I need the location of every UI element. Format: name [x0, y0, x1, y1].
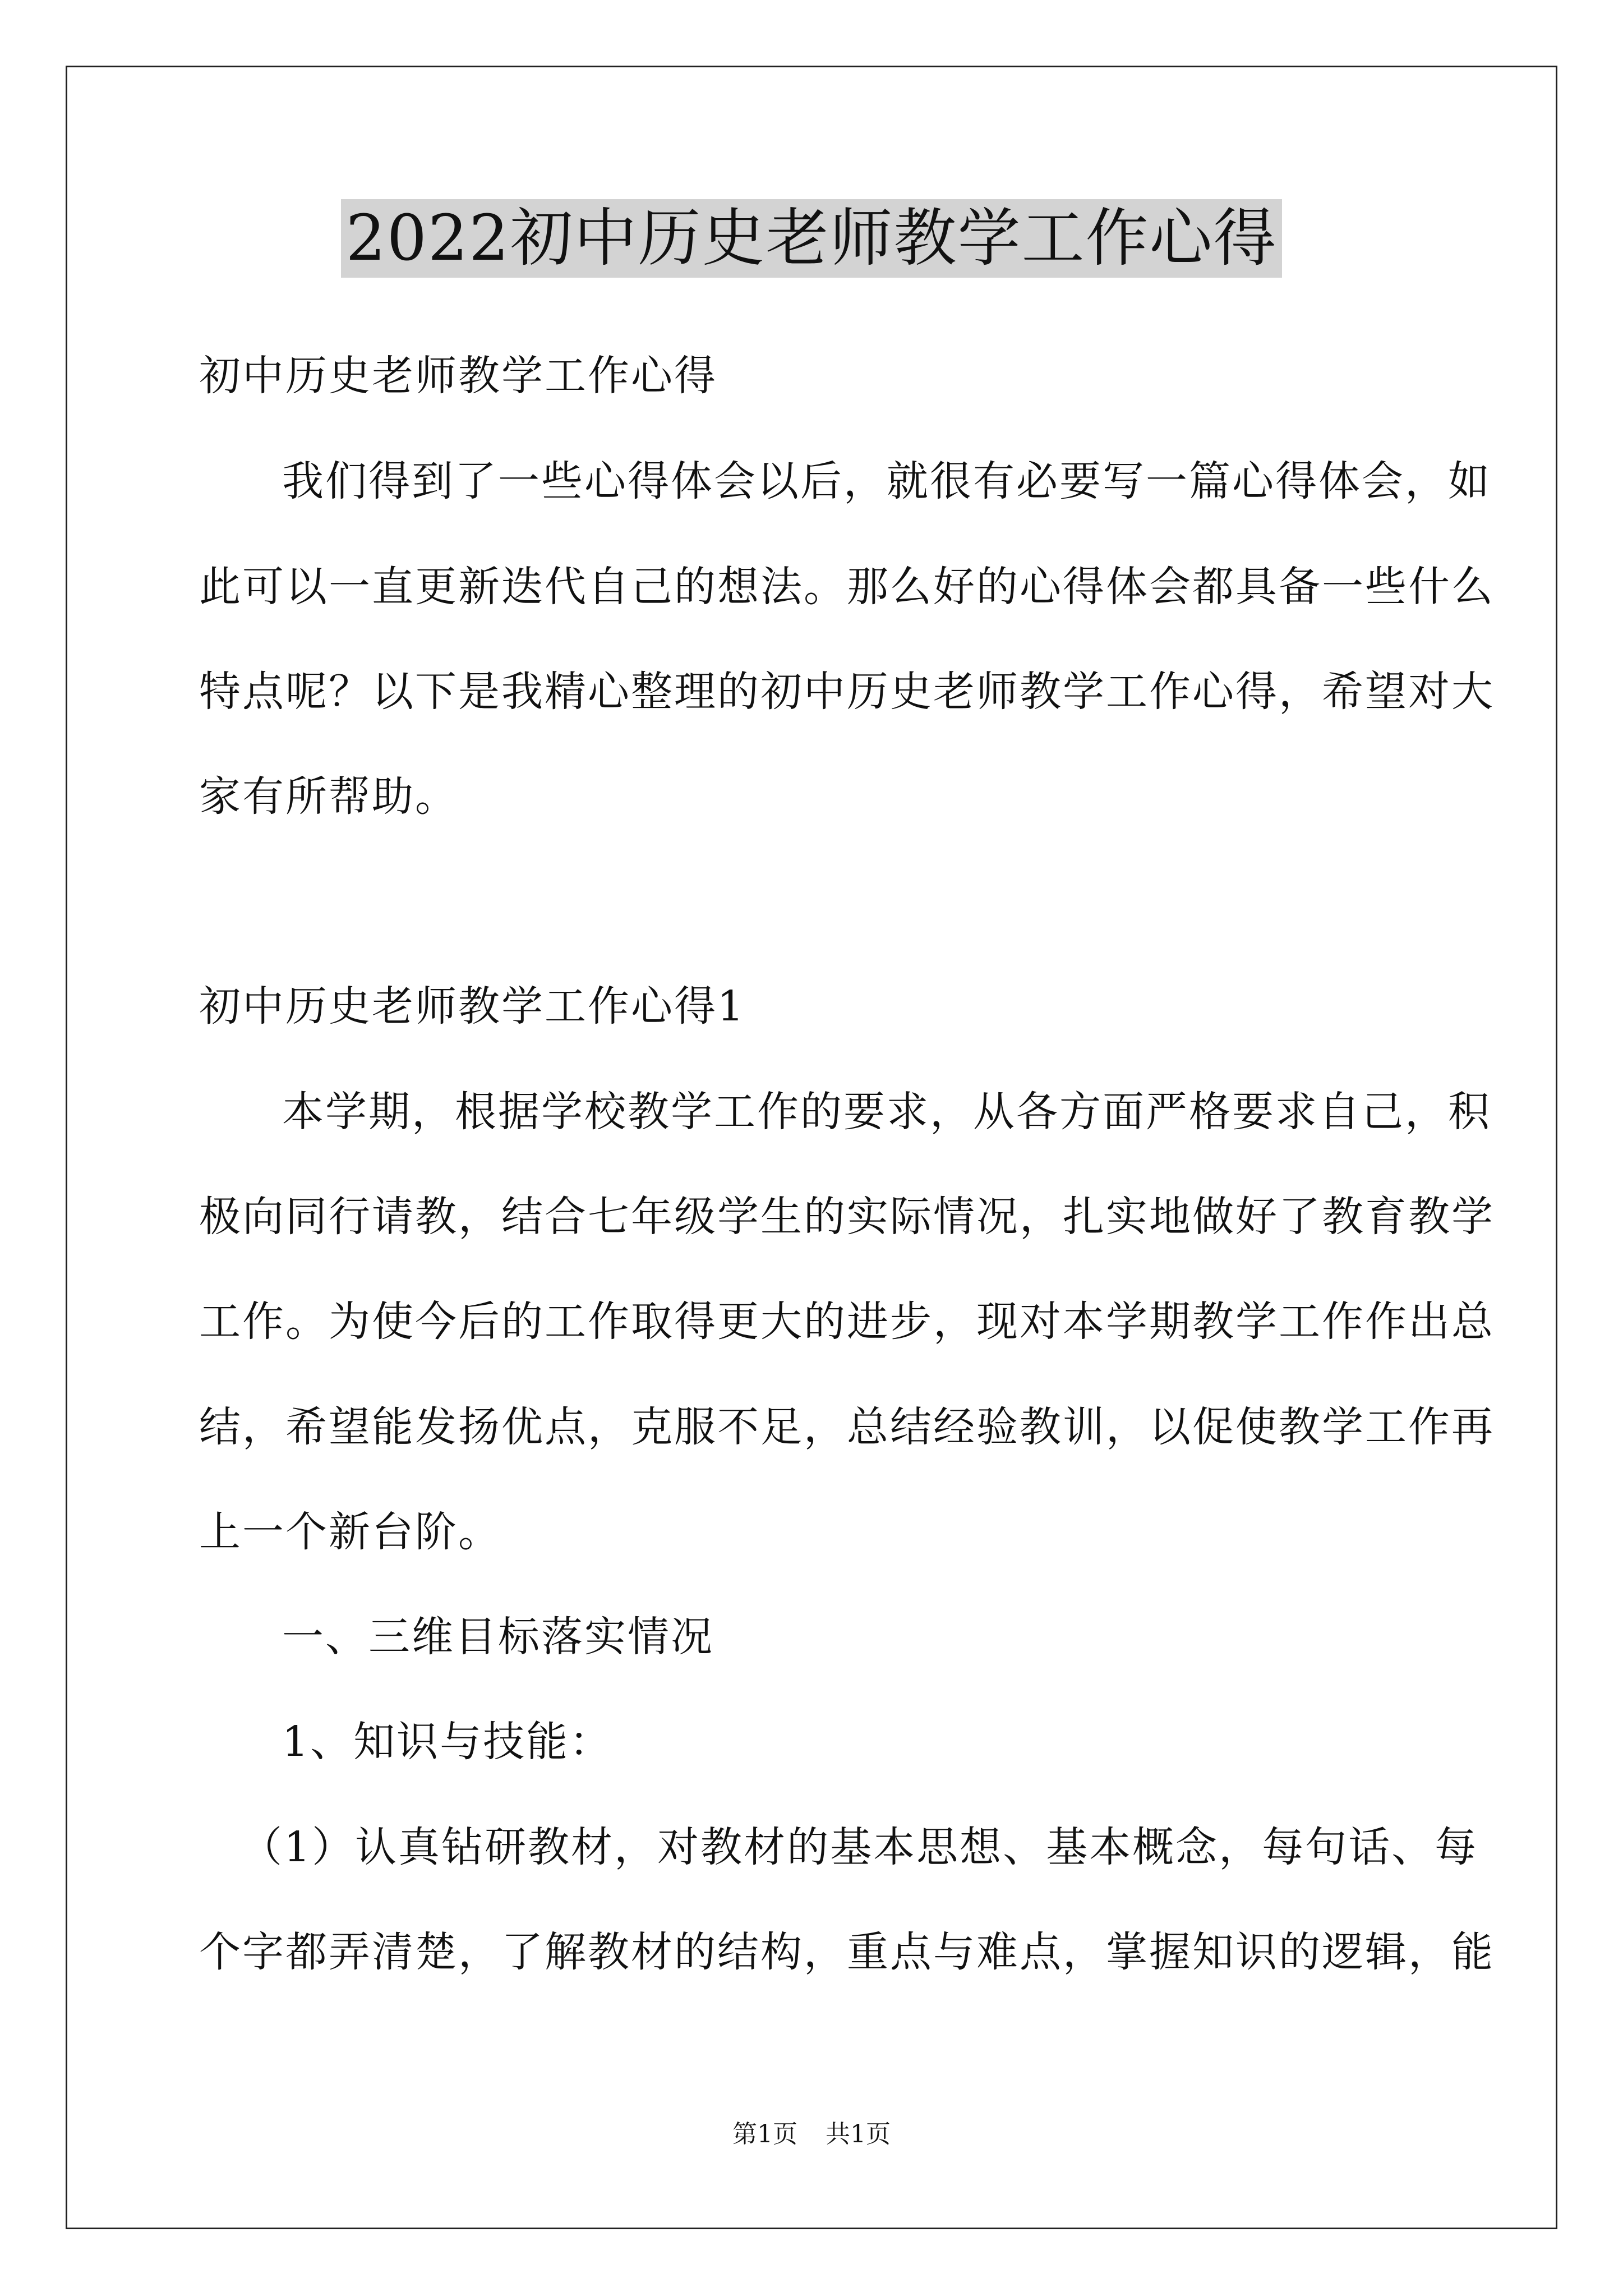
page-footer: [0, 2118, 1623, 2151]
page-number: 第1页: [732, 2120, 797, 2148]
paragraph-line: 工作。为使今后的工作取得更大的进步，现对本学期教学工作作出总: [199, 1297, 1495, 1346]
page-total: 共1页: [826, 2120, 891, 2148]
intro-line: 家有所帮助。: [199, 772, 458, 821]
section-heading: 初中历史老师教学工作心得1: [199, 982, 746, 1030]
intro-line: 我们得到了一些心得体会以后，就很有必要写一篇心得体会，如: [282, 457, 1491, 505]
title-container: [0, 199, 1623, 278]
document-subtitle: 初中历史老师教学工作心得: [199, 352, 717, 400]
paragraph-line: 极向同行请教，结合七年级学生的实际情况，扎实地做好了教育教学: [199, 1193, 1495, 1241]
paragraph-line: 结，希望能发扬优点，克服不足，总结经验教训，以促使教学工作再: [199, 1403, 1495, 1451]
paragraph-line: （1）认真钻研教材，对教材的基本思想、基本概念，每句话、每: [241, 1823, 1478, 1871]
heading-knowledge: 1、知识与技能：: [282, 1718, 613, 1766]
heading-one: 一、三维目标落实情况: [282, 1613, 714, 1661]
intro-line: 特点呢？以下是我精心整理的初中历史老师教学工作心得，希望对大: [199, 668, 1495, 716]
intro-line: 此可以一直更新迭代自己的想法。那么好的心得体会都具备一些什么: [199, 563, 1495, 611]
paragraph-line: 上一个新台阶。: [199, 1508, 501, 1556]
paragraph-line: 本学期，根据学校教学工作的要求，从各方面严格要求自己，积: [282, 1088, 1491, 1136]
document-title: 2022初中历史老师教学工作心得: [341, 199, 1281, 278]
paragraph-line: 个字都弄清楚，了解教材的结构，重点与难点，掌握知识的逻辑，能: [199, 1928, 1495, 1976]
